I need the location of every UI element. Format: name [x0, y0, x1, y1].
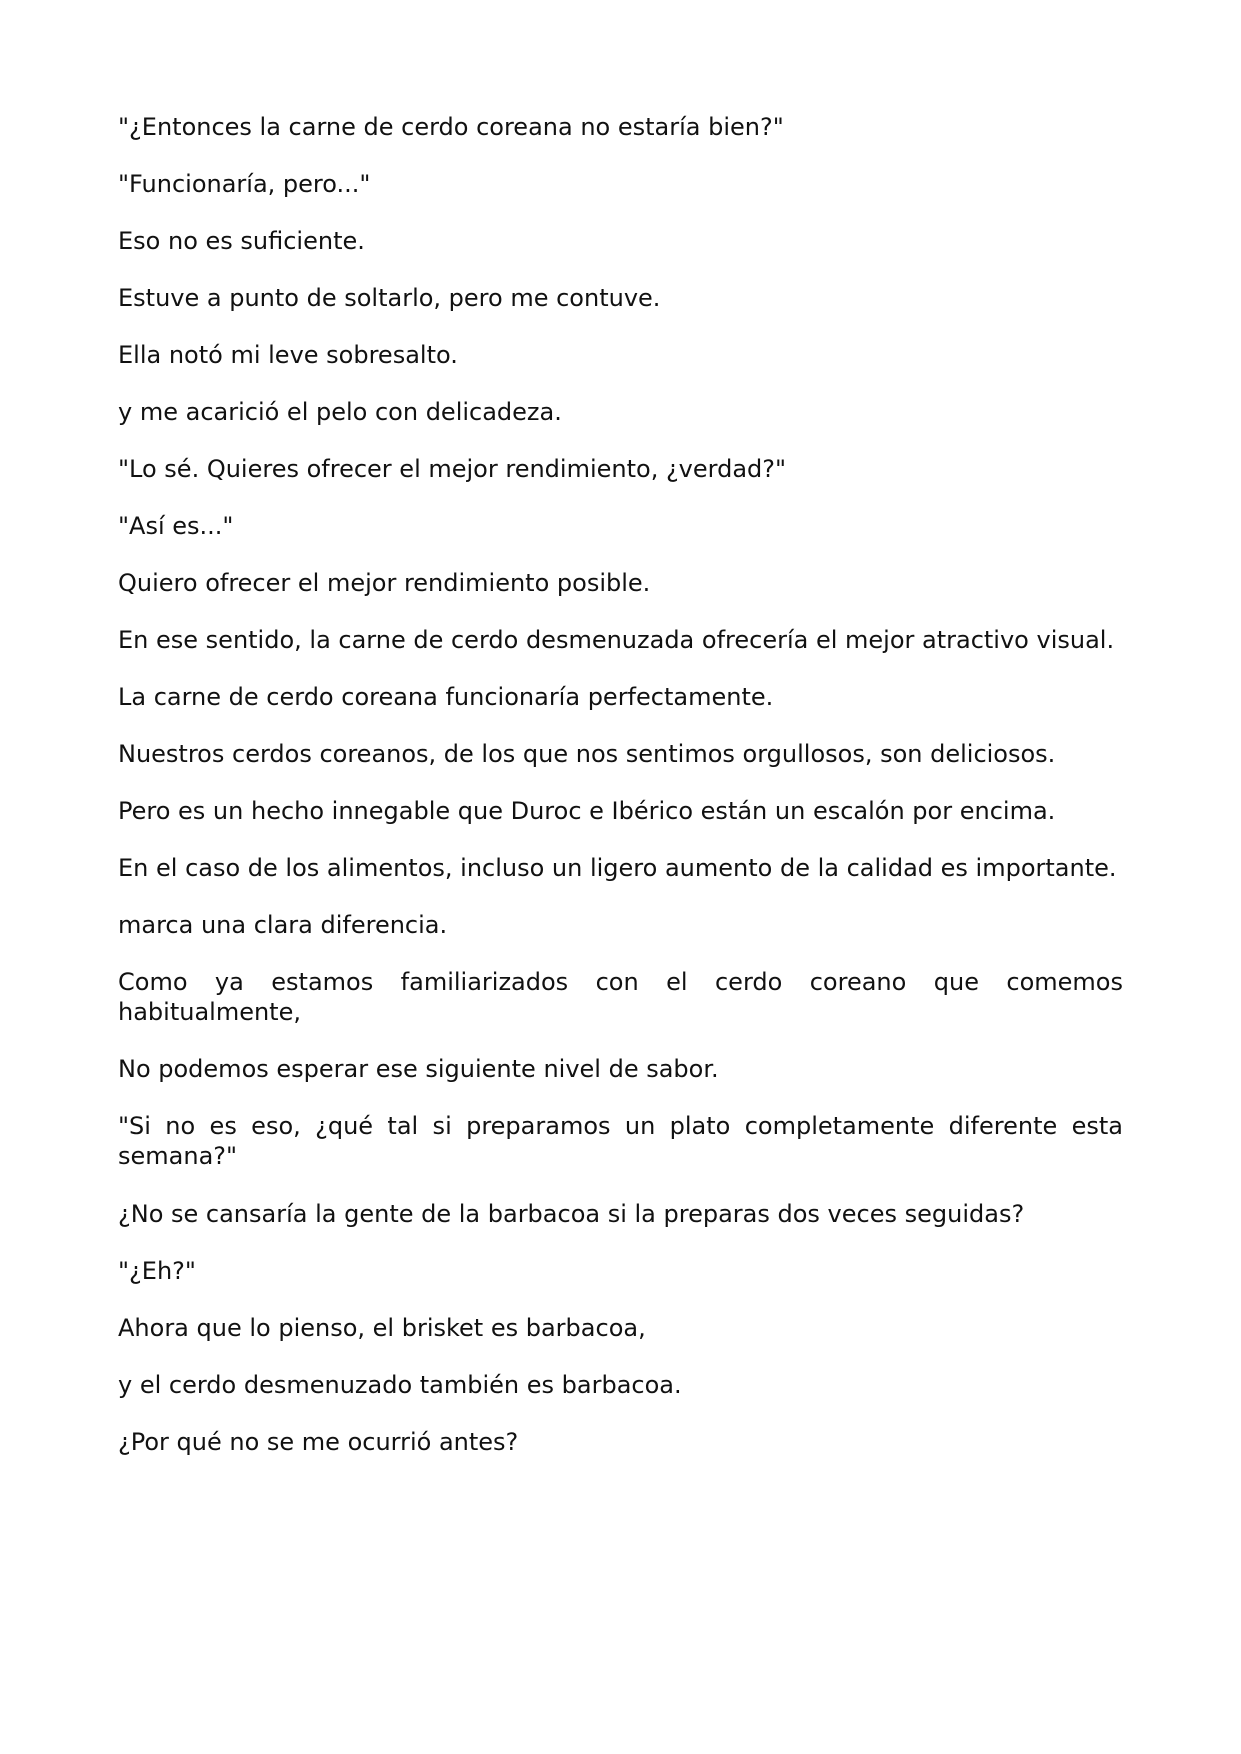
paragraph: En el caso de los alimentos, incluso un ligero aumento de la calidad es importante.	[118, 854, 1117, 882]
paragraph: Quiero ofrecer el mejor rendimiento posible.	[118, 569, 651, 597]
paragraph: Eso no es suficiente.	[118, 227, 365, 255]
paragraph: ¿No se cansaría la gente de la barbacoa si la preparas dos veces seguidas?	[118, 1200, 1025, 1228]
paragraph: En ese sentido, la carne de cerdo desmenuzada ofrecería el mejor atractivo visual.	[118, 626, 1115, 654]
paragraph: marca una clara diferencia.	[118, 911, 448, 939]
paragraph: y el cerdo desmenuzado también es barbacoa.	[118, 1371, 682, 1399]
paragraph: Pero es un hecho innegable que Duroc e Ibérico están un escalón por encima.	[118, 797, 1056, 825]
text-body	[118, 112, 1123, 1484]
paragraph: "Lo sé. Quieres ofrecer el mejor rendimiento, ¿verdad?"	[118, 455, 787, 483]
paragraph: Estuve a punto de soltarlo, pero me contuve.	[118, 284, 661, 312]
paragraph: ¿Por qué no se me ocurrió antes?	[118, 1428, 519, 1456]
paragraph: "Si no es eso, ¿qué tal si preparamos un plato completamente diferente esta semana?"	[118, 1112, 1123, 1170]
paragraph: Ahora que lo pienso, el brisket es barbacoa,	[118, 1314, 646, 1342]
paragraph: "Así es..."	[118, 512, 234, 540]
paragraph: No podemos esperar ese siguiente nivel de sabor.	[118, 1055, 719, 1083]
paragraph: "¿Entonces la carne de cerdo coreana no estaría bien?"	[118, 113, 784, 141]
paragraph: "Funcionaría, pero..."	[118, 170, 371, 198]
paragraph: La carne de cerdo coreana funcionaría perfectamente.	[118, 683, 774, 711]
paragraph: Como ya estamos familiarizados con el cerdo coreano que comemos habitualmente,	[118, 968, 1123, 1026]
paragraph: y me acarició el pelo con delicadeza.	[118, 398, 562, 426]
paragraph: Ella notó mi leve sobresalto.	[118, 341, 458, 369]
paragraph: Nuestros cerdos coreanos, de los que nos sentimos orgullosos, son deliciosos.	[118, 740, 1056, 768]
paragraph: "¿Eh?"	[118, 1257, 196, 1285]
